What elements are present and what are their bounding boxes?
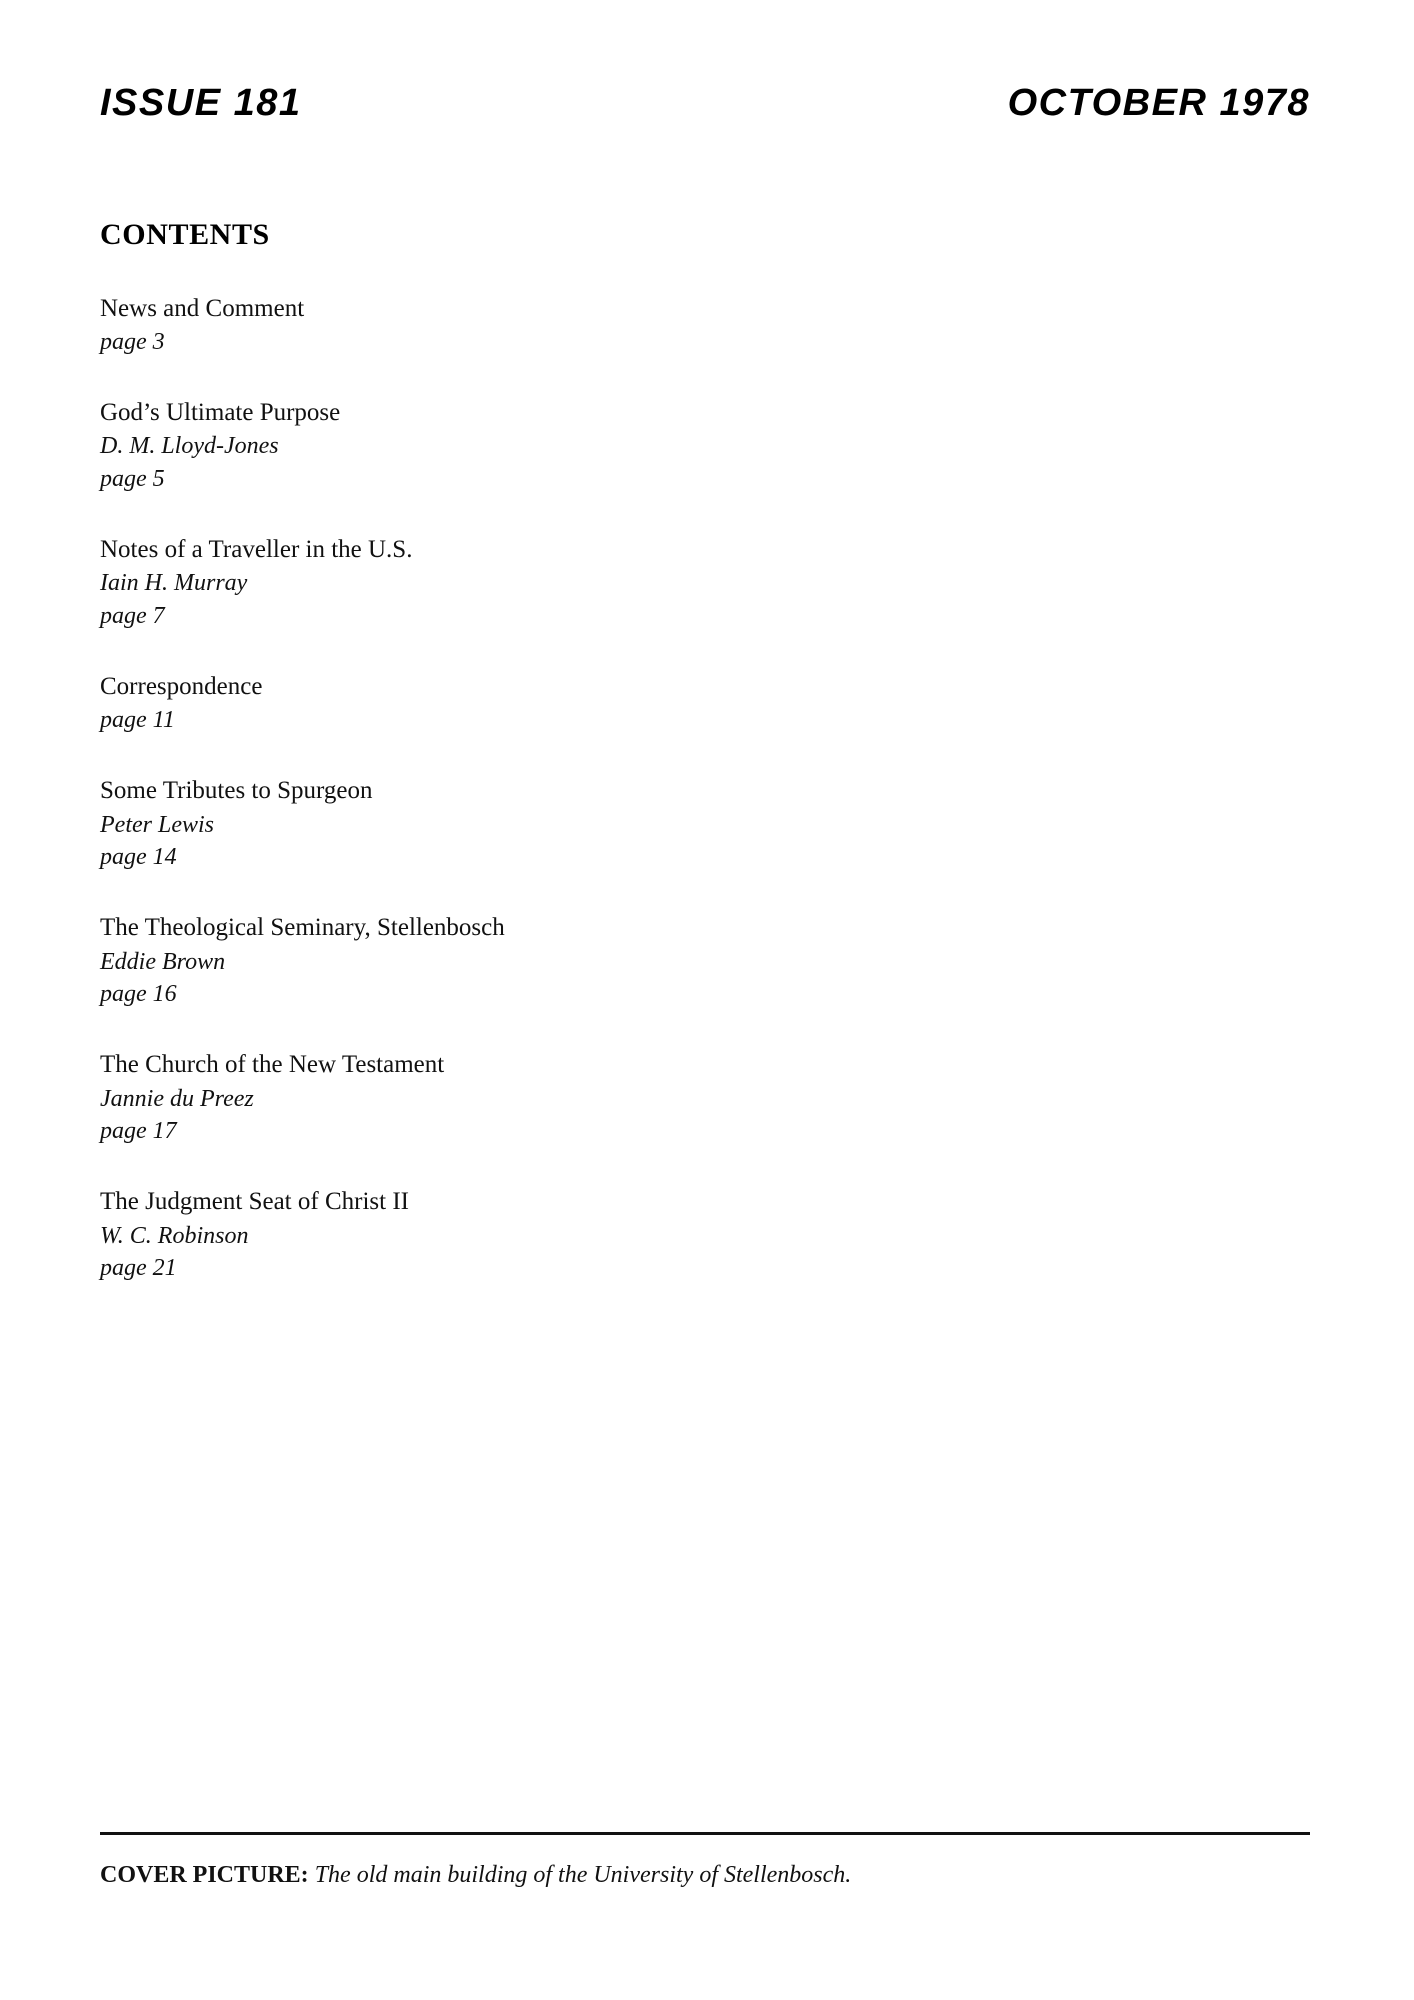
entry-page: page 16 [100, 981, 177, 1008]
entry-author: W. C. Robinson [100, 1222, 249, 1249]
cover-picture-text: The old main building of the University of Stellenbosch. [314, 1862, 852, 1888]
entry-page: page 14 [100, 844, 177, 871]
entry-author: Jannie du Preez [100, 1085, 254, 1112]
entry-title: The Church of the New Testament [100, 1051, 445, 1079]
entry-title: Correspondence [100, 673, 263, 701]
list-item [100, 670, 1000, 737]
list-item [100, 1185, 1000, 1285]
entry-author: Peter Lewis [100, 811, 214, 838]
list-item [100, 911, 1000, 1011]
list-item [100, 292, 1000, 359]
contents-heading: CONTENTS [100, 218, 270, 251]
entry-title: Notes of a Traveller in the U.S. [100, 536, 413, 564]
entry-page: page 5 [100, 466, 165, 493]
issue-date: OCTOBER 1978 [1007, 82, 1310, 124]
footer-divider [100, 1832, 1310, 1835]
entry-title: The Judgment Seat of Christ II [100, 1188, 409, 1216]
entry-page: page 21 [100, 1255, 177, 1282]
entry-title: The Theological Seminary, Stellenbosch [100, 914, 505, 942]
entry-author: Eddie Brown [100, 948, 226, 975]
entry-page: page 17 [100, 1118, 177, 1145]
entry-page: page 11 [100, 707, 175, 734]
cover-picture-caption [100, 1862, 1310, 1889]
entry-author: Iain H. Murray [100, 570, 248, 597]
list-item [100, 1048, 1000, 1148]
entry-title: News and Comment [100, 295, 305, 322]
list-item [100, 774, 1000, 874]
masthead [100, 82, 1310, 125]
list-item [100, 396, 1000, 496]
entry-title: Some Tributes to Spurgeon [100, 777, 373, 805]
entry-page: page 3 [100, 329, 165, 356]
contents-list [100, 292, 1000, 1322]
cover-picture-label: COVER PICTURE: [100, 1862, 309, 1888]
entry-page: page 7 [100, 603, 165, 630]
entry-author: D. M. Lloyd-Jones [100, 433, 279, 460]
issue-number: ISSUE 181 [100, 82, 302, 124]
list-item [100, 533, 1000, 633]
entry-title: God’s Ultimate Purpose [100, 399, 341, 427]
